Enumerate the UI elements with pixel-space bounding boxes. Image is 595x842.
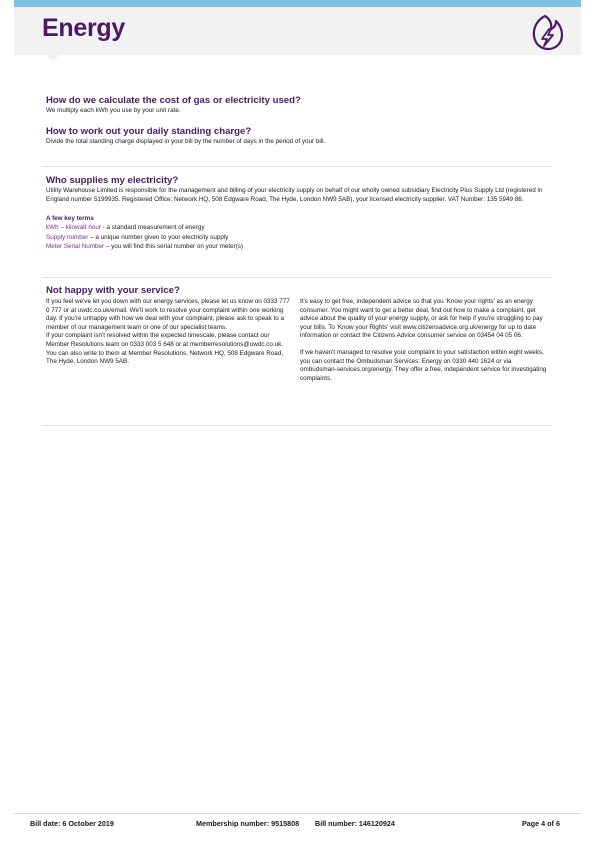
supplier-heading: Who supplies my electricity? (46, 175, 179, 186)
complaints-left-column (46, 298, 294, 367)
standing-charge-heading: How to work out your daily standing charge? (46, 126, 252, 137)
standing-charge-body: Divide the total standing charge displayed in your bill by the number of days in the period of your bill. (46, 138, 326, 145)
top-accent-bar (14, 0, 581, 7)
footer-divider (14, 813, 581, 814)
complaints-contact-text: If you feel we've let you down with our energy services, please let us know on 0333 777 0 777 or at uwdc.co.uk/email. We'll work to resolve your complaint within one working day. If you're unhappy with how we deal with your complaint, please ask to speak to a member of our management team or one of our specialist teams. (46, 298, 290, 331)
complaints-heading: Not happy with your service? (46, 285, 180, 296)
citizens-advice-text: It's easy to get free, independent advice so that you 'Know your rights' as an energy consumer. You might want to get a better deal, find out how to make a complaint, get advice about the quality of your energy supply, or ask for help if you're struggling to pay your bills. To 'Know your Rights' visit www.citizensadvice.org.uk/energy for up to date information or contact the Citizens Advice consumer service on 03454 04 05 06. (300, 298, 543, 340)
member-resolutions-text: If your complaint isn't resolved within the expected timescale, please contact our Member Resolutions team on 0333 003 5 648 or at memberresolutions@uwdc.co.uk. You can also write to them at Member Resolutions, Network HQ, 508 Edgware Road, The Hyde, London NW9 5AB. (46, 332, 284, 366)
supplier-body: Utility Warehouse Limited is responsible for the management and billing of your electricity supply on behalf of our wholly owned subsidiary Electricity Plus Supply Ltd (registered in England number 5199935. Registered Office: Network HQ, 508 Edgware Road, The Hyde, London NW9 5AB), your licensed electricity supplier. VAT Number: 135 5949 86. (46, 187, 543, 203)
page-number: Page 4 of 6 (522, 819, 560, 828)
complaints-section (46, 285, 552, 297)
standing-charge-section (46, 126, 552, 147)
ombudsman-text: If we haven't managed to resolve your complaint to your satisfaction within eight weeks, you can contact the Ombudsman Services: Energy on 0330 440 1624 or via ombudsman-services.org/energy. They offer a free, independent service for investigating complaints. (300, 348, 547, 382)
energy-bolt-icon (528, 12, 568, 52)
calc-cost-section (46, 95, 552, 116)
divider (42, 425, 552, 426)
calc-cost-body: We multiply each kWh you use by your unit rate. (46, 107, 181, 114)
calc-cost-heading: How do we calculate the cost of gas or electricity used? (46, 95, 301, 106)
term-definition: - a standard measurement of energy (100, 224, 205, 232)
term-item (46, 242, 552, 252)
divider (42, 166, 552, 167)
term-item (46, 223, 552, 233)
term-definition: – a unique number given to your electricity supply (88, 233, 229, 241)
page-title: Energy (42, 14, 125, 42)
membership-number: Membership number: 9515808 (196, 819, 300, 828)
supplier-section (46, 175, 552, 252)
divider (42, 277, 552, 278)
term-name: Supply number (46, 233, 89, 241)
header-notch (46, 55, 60, 61)
term-name: kWh – kilowatt hour (46, 224, 101, 232)
complaints-right-column (300, 298, 548, 383)
bill-number: Bill number: 146120924 (315, 819, 395, 828)
term-item (46, 233, 552, 243)
key-terms-heading: A few key terms (46, 215, 94, 223)
term-definition: – you will find this serial number on your meter(s) (104, 243, 244, 251)
bill-date: Bill date: 6 October 2019 (30, 819, 114, 828)
term-name: Meter Serial Number (46, 243, 105, 251)
